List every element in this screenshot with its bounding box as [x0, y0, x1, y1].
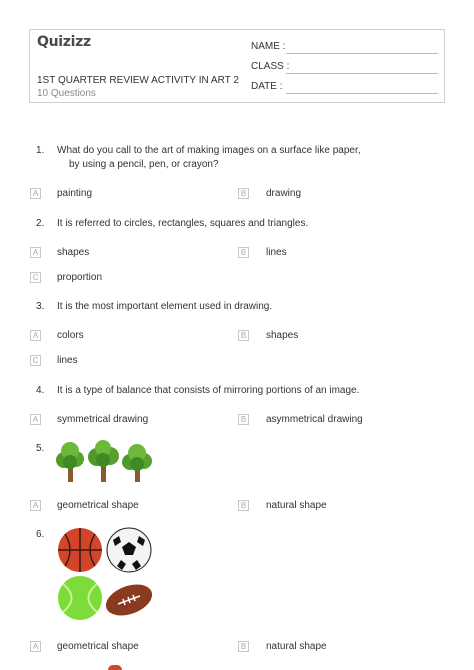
sports-balls-image	[55, 526, 157, 627]
quizizz-logo: Quizizz	[37, 34, 91, 50]
next-question-image-partial	[108, 665, 122, 670]
question-text-cont: by using a pencil, pen, or crayon?	[69, 159, 219, 170]
question-number: 2.	[36, 218, 45, 229]
option-letter[interactable]: A	[30, 641, 41, 652]
date-label: DATE :	[251, 81, 283, 92]
worksheet-header	[29, 29, 445, 103]
option-text: symmetrical drawing	[57, 414, 149, 425]
question-text: It is a type of balance that consists of mirroring portions of an image.	[57, 385, 360, 396]
option-letter[interactable]: A	[30, 500, 41, 511]
option-letter[interactable]: A	[30, 414, 41, 425]
question-text: What do you call to the art of making images on a surface like paper,	[57, 145, 361, 156]
question-text: It is the most important element used in drawing.	[57, 301, 273, 312]
option-text: asymmetrical drawing	[266, 414, 363, 425]
option-text: natural shape	[266, 500, 327, 511]
question-number: 6.	[36, 529, 45, 540]
option-text: proportion	[57, 272, 103, 283]
basketball-icon	[58, 528, 102, 572]
question-number: 4.	[36, 385, 45, 396]
option-text: geometrical shape	[57, 500, 139, 511]
option-letter[interactable]: B	[238, 414, 249, 425]
option-letter[interactable]: B	[238, 641, 249, 652]
option-text: shapes	[57, 247, 90, 258]
tree-icon	[88, 440, 119, 482]
name-label: NAME :	[251, 41, 286, 52]
option-letter[interactable]: C	[30, 355, 41, 366]
american-football-icon	[102, 579, 157, 622]
option-text: lines	[266, 247, 287, 258]
option-letter[interactable]: B	[238, 188, 249, 199]
question-text: It is referred to circles, rectangles, squares and triangles.	[57, 218, 309, 229]
option-text: natural shape	[266, 641, 327, 652]
option-letter[interactable]: C	[30, 272, 41, 283]
option-text: geometrical shape	[57, 641, 139, 652]
tree-icon	[122, 444, 152, 482]
question-number: 1.	[36, 145, 45, 156]
question-number: 5.	[36, 443, 45, 454]
date-line	[286, 93, 438, 94]
tree-icon	[56, 442, 84, 482]
option-letter[interactable]: A	[30, 188, 41, 199]
option-text: shapes	[266, 330, 299, 341]
question-count: 10 Questions	[37, 88, 96, 99]
option-letter[interactable]: B	[238, 330, 249, 341]
option-text: painting	[57, 188, 93, 199]
option-letter[interactable]: A	[30, 247, 41, 258]
question-number: 3.	[36, 301, 45, 312]
option-text: colors	[57, 330, 84, 341]
option-letter[interactable]: B	[238, 500, 249, 511]
name-line	[286, 53, 438, 54]
option-text: drawing	[266, 188, 302, 199]
worksheet-title: 1ST QUARTER REVIEW ACTIVITY IN ART 2	[37, 75, 239, 86]
tennis-ball-icon	[58, 576, 102, 620]
class-line	[286, 73, 438, 74]
three-trees-image	[55, 440, 155, 489]
option-text: lines	[57, 355, 78, 366]
option-letter[interactable]: B	[238, 247, 249, 258]
soccer-ball-icon	[107, 528, 151, 572]
class-label: CLASS :	[251, 61, 290, 72]
option-letter[interactable]: A	[30, 330, 41, 341]
